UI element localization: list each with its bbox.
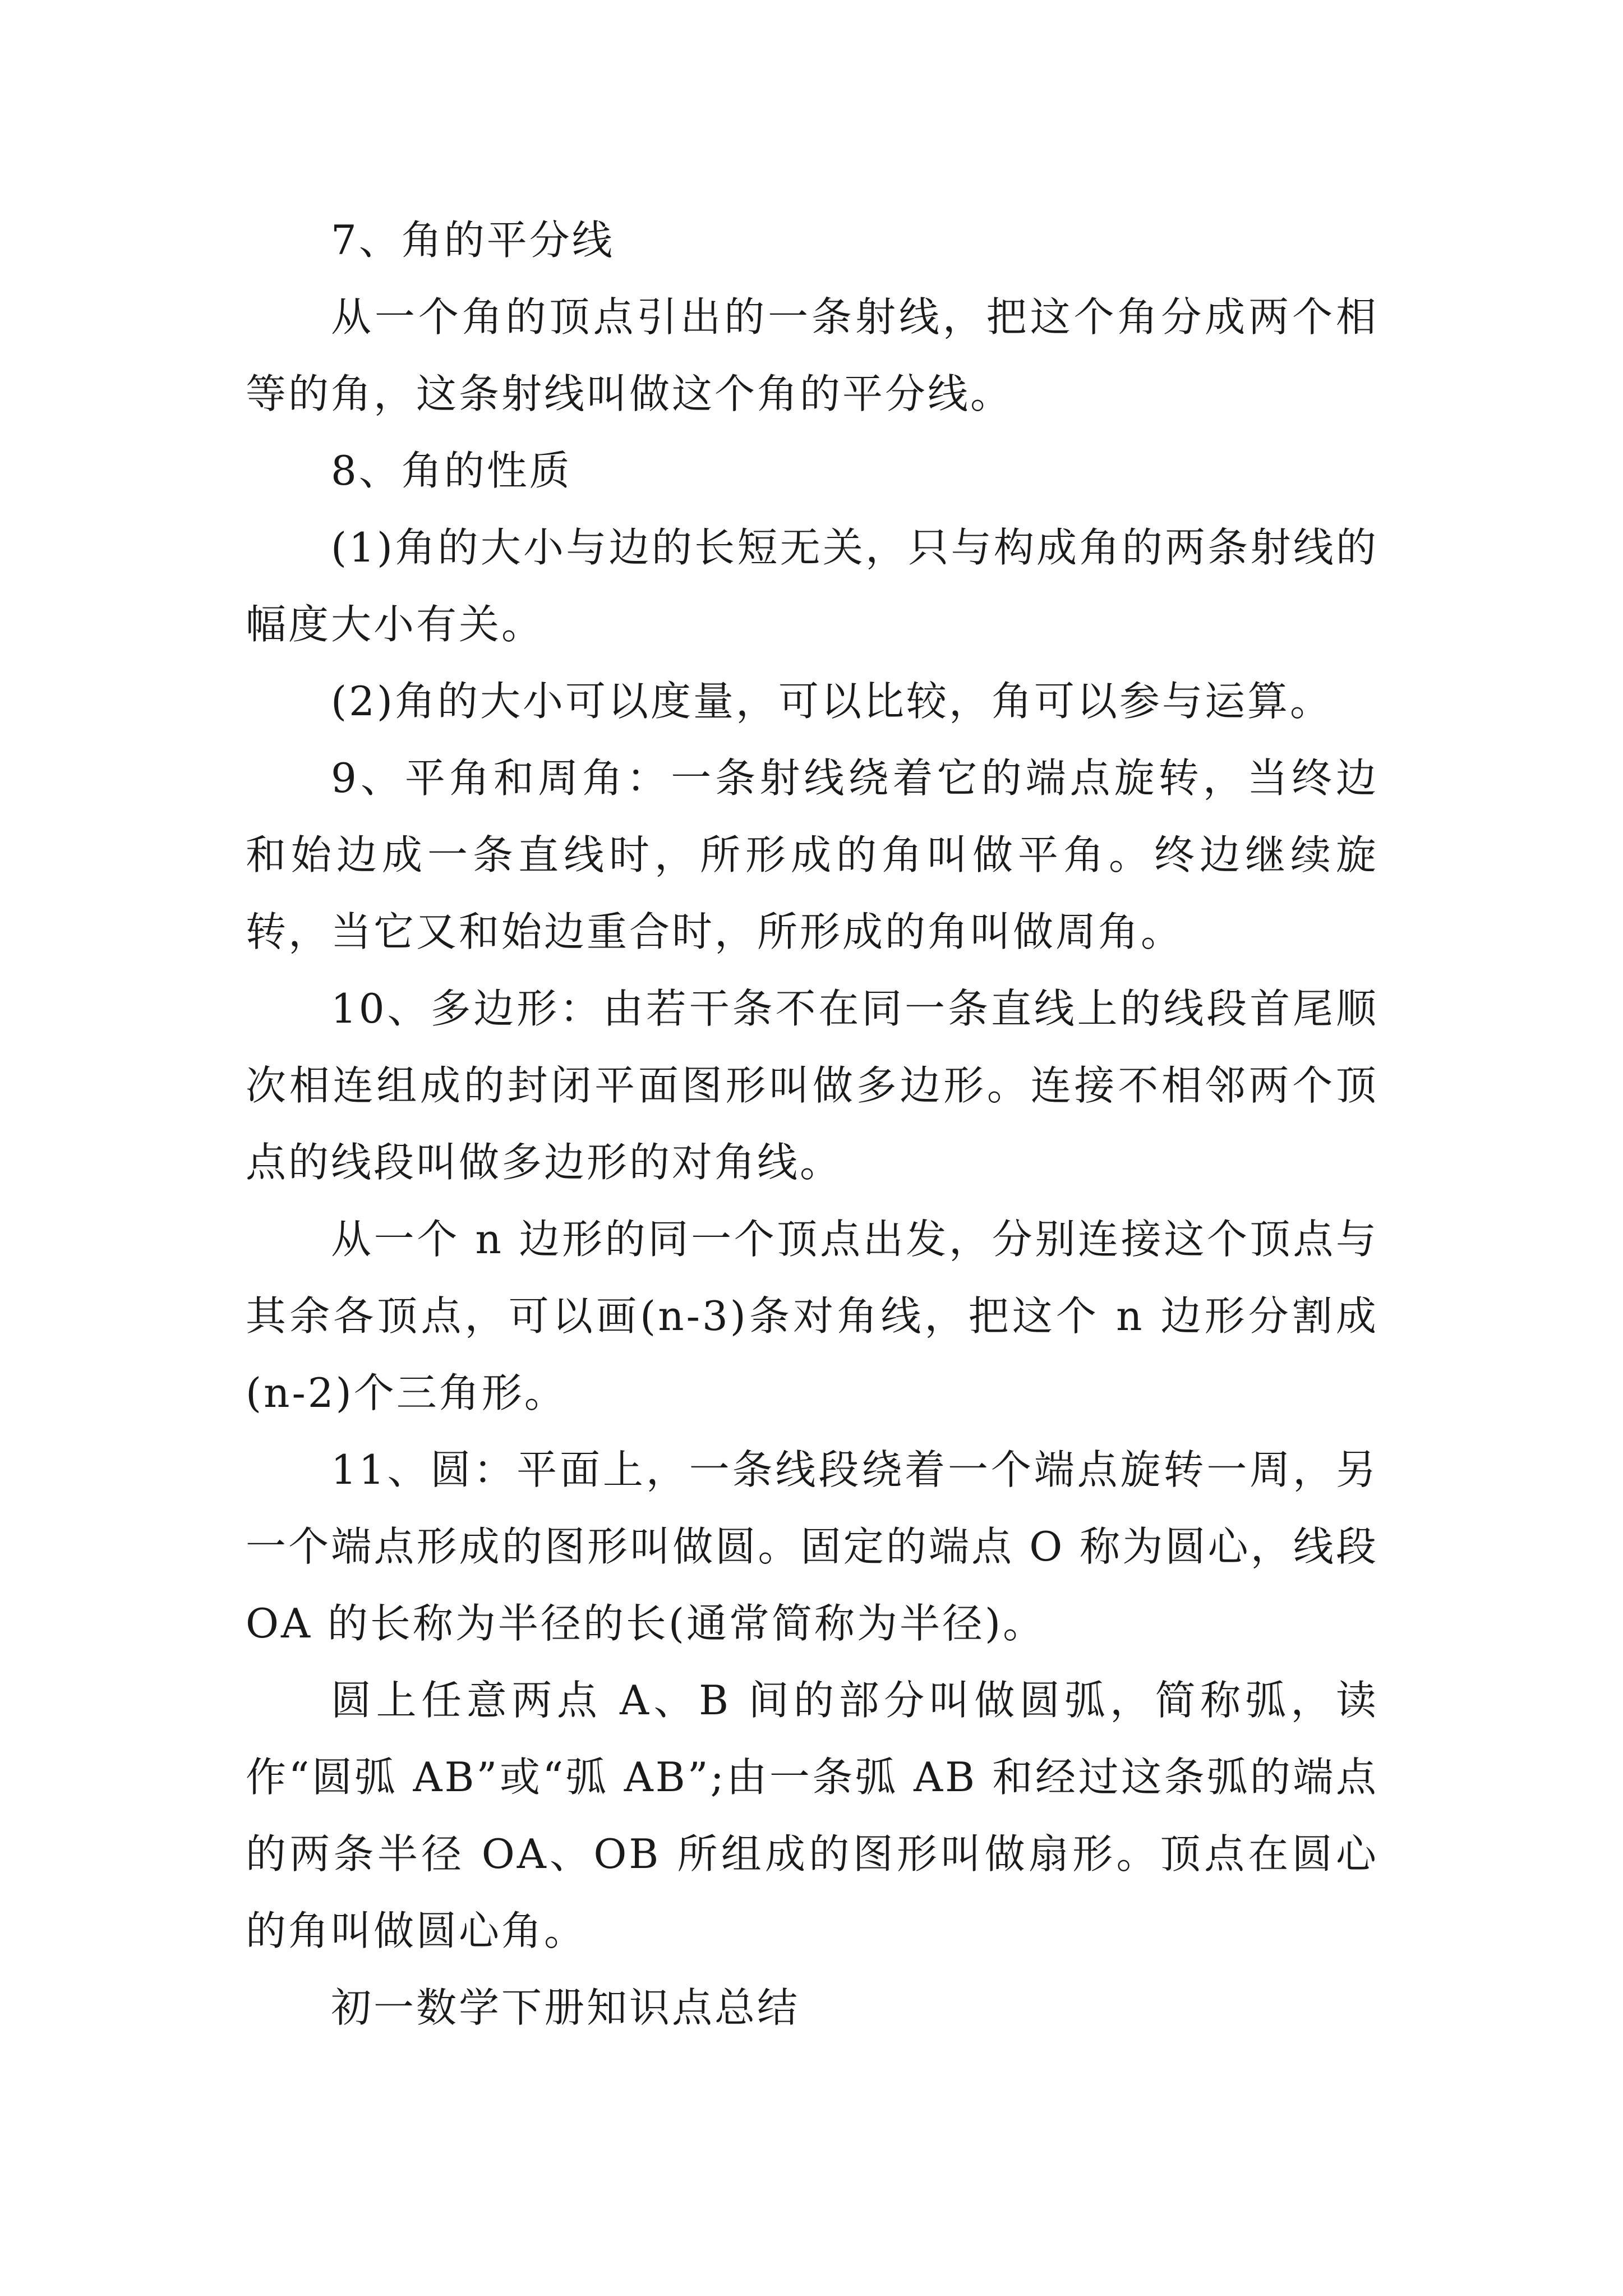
document-body [246,202,1378,2046]
paragraph-straight-and-full-angle: 9、平角和周角：一条射线绕着它的端点旋转，当终边和始边成一条直线时，所形成的角叫做平角。终边继续旋转，当它又和始边重合时，所形成的角叫做周角。 [246,754,1378,955]
paragraph-angle-property-1: (1)角的大小与边的长短无关，只与构成角的两条射线的幅度大小有关。 [246,524,1378,648]
paragraph-angle-property-2: (2)角的大小可以度量，可以比较，角可以参与运算。 [331,678,1332,725]
paragraph-arc-and-sector: 圆上任意两点 A、B 间的部分叫做圆弧，简称弧，读作“圆弧 AB”或“弧 AB”;由一条弧 AB 和经过这条弧的端点的两条半径 OA、OB 所组成的图形叫做扇形。顶点在圆心的角叫做圆心角。 [246,1677,1378,1954]
section-heading-angle-properties: 8、角的性质 [331,447,572,494]
paragraph-circle-definition: 11、圆：平面上，一条线段绕着一个端点旋转一周，另一个端点形成的图形叫做圆。固定的端点 O 称为圆心，线段OA 的长称为半径的长(通常简称为半径)。 [246,1446,1378,1647]
paragraph-polygon-diagonals: 从一个 n 边形的同一个顶点出发，分别连接这个顶点与其余各顶点，可以画(n-3)条对角线，把这个 n 边形分割成(n-2)个三角形。 [246,1216,1378,1416]
paragraph-polygon-definition: 10、多边形：由若干条不在同一条直线上的线段首尾顺次相连组成的封闭平面图形叫做多边形。连接不相邻两个顶点的线段叫做多边形的对角线。 [246,985,1378,1186]
section-heading-summary: 初一数学下册知识点总结 [331,1984,800,2031]
paragraph-angle-bisector-definition: 从一个角的顶点引出的一条射线，把这个角分成两个相等的角，这条射线叫做这个角的平分线。 [246,293,1378,417]
section-heading-angle-bisector: 7、角的平分线 [331,217,615,264]
